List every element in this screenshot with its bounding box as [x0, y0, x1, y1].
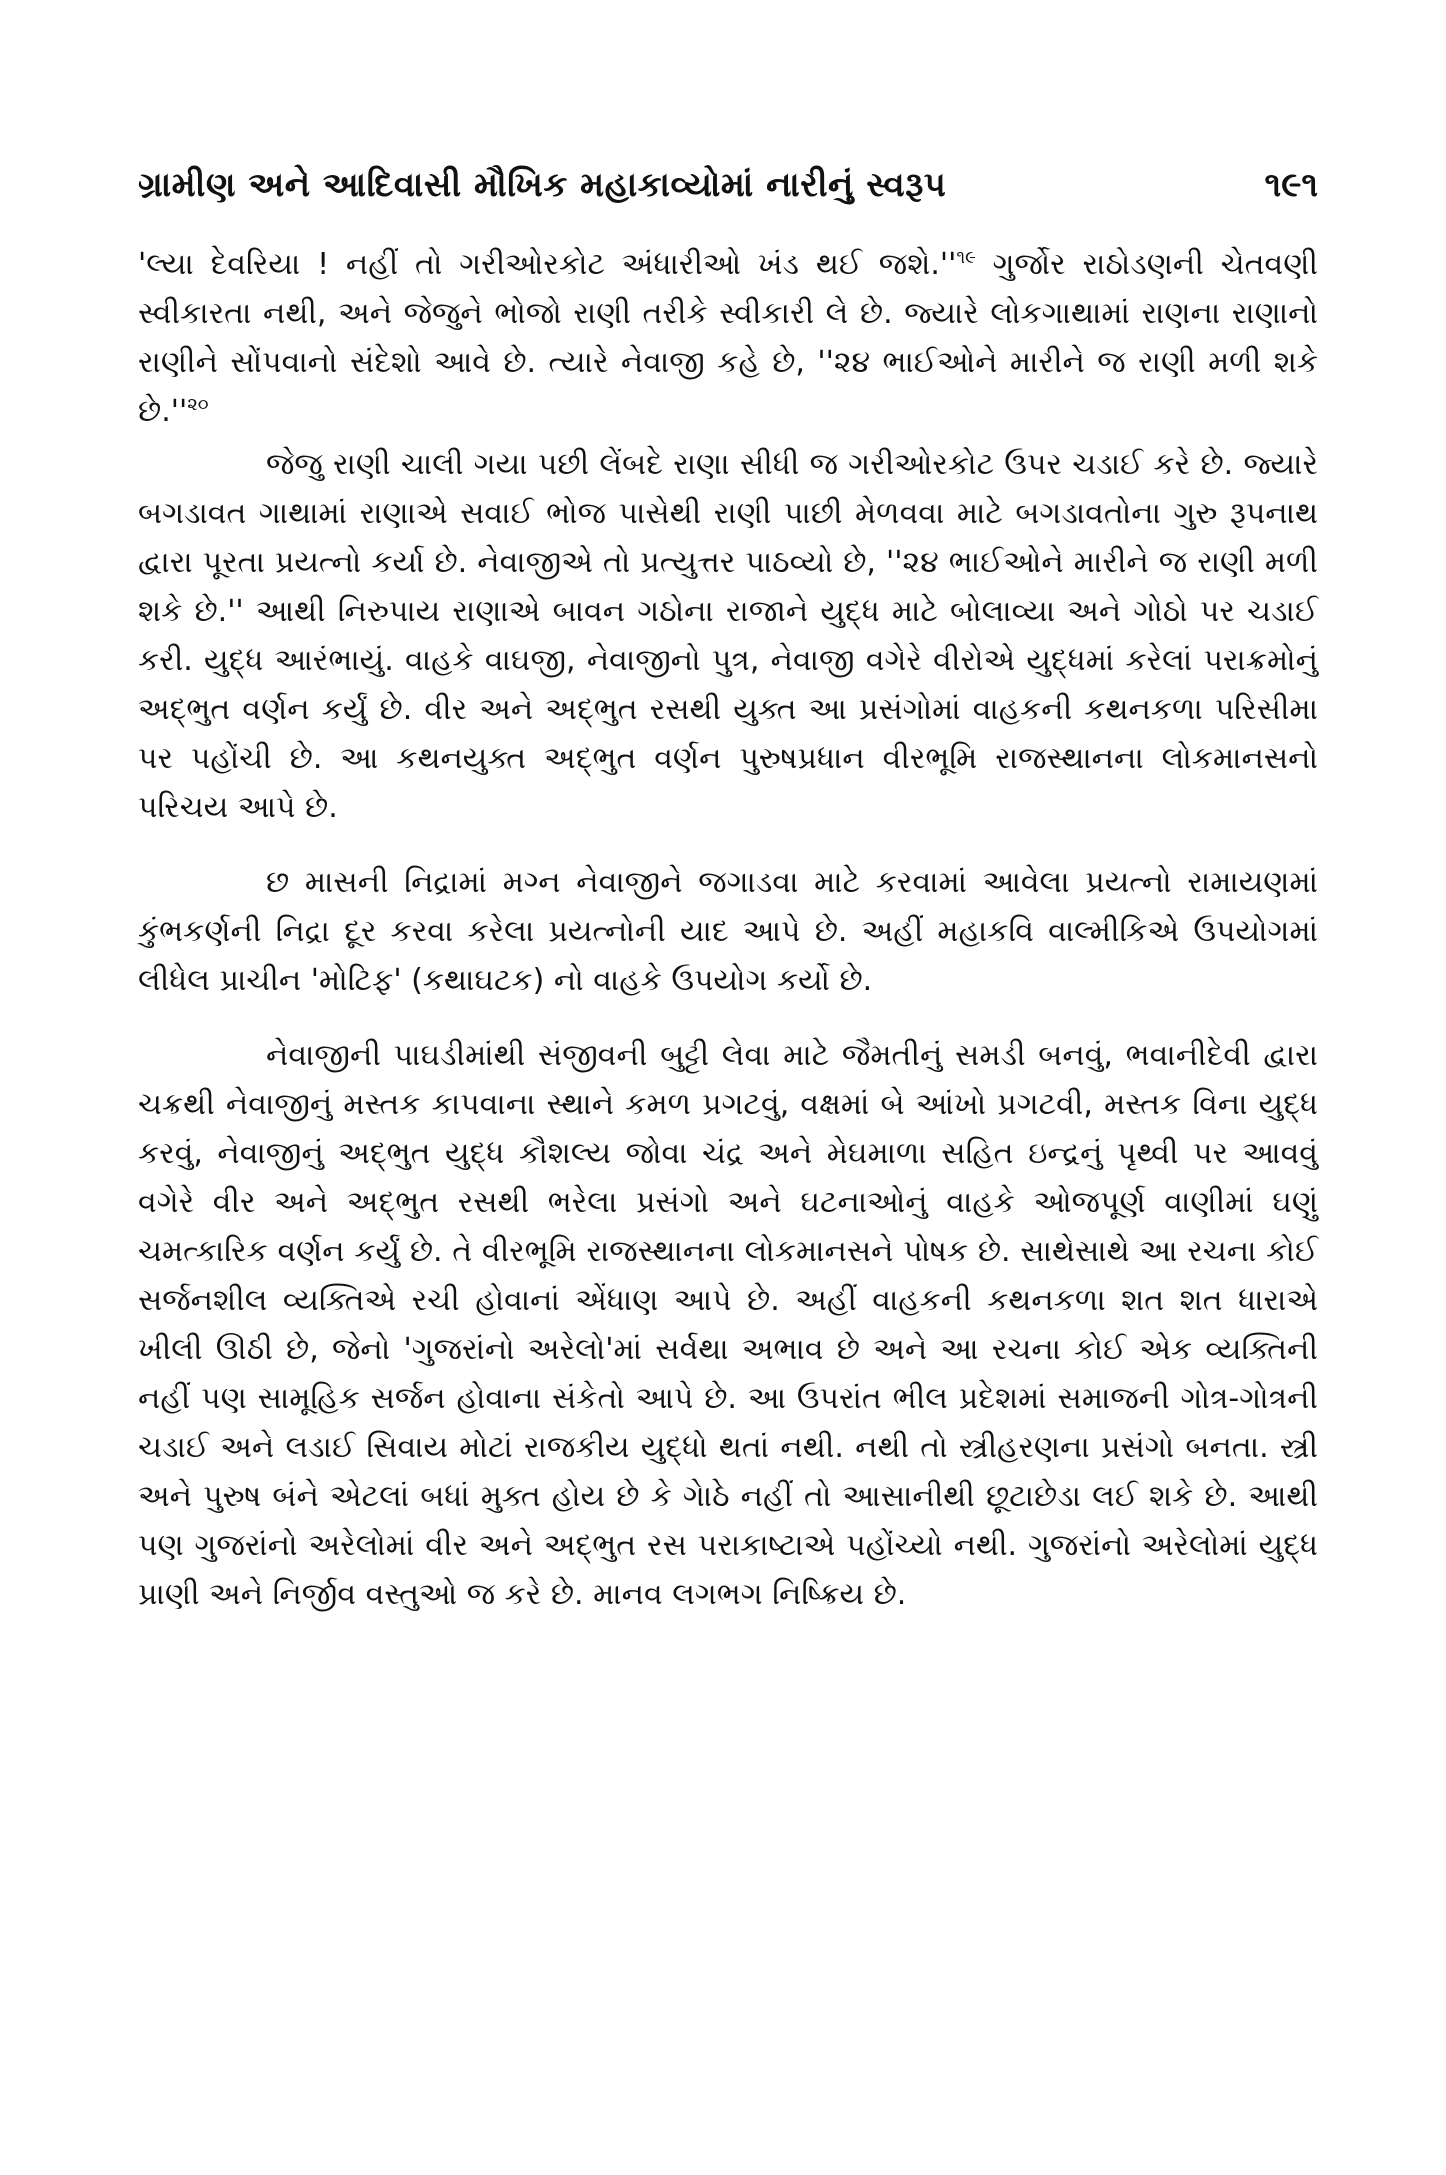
paragraph-text: જેજુ રાણી ચાલી ગયા પછી લેંબદે રાણા સીધી જ ગરીઓરકોટ ઉપર ચડાઈ કરે છે. જ્યારે બગડાવત ગાથામાં રાણાએ સવાઈ ભોજ પાસેથી રાણી પાછી મેળવવા માટે બગડાવતોના ગુરુ રૂપનાથ દ્વારા પૂરતા પ્રયત્નો કર્યા છે. નેવાજીએ તો પ્રત્યુત્તર પાઠવ્યો છે, ''૨૪ ભાઈઓને મારીને જ રાણી મળી શકે છે.'' આથી નિરુપાય રાણાએ બાવન ગઠોના રાજાને યુદ્ધ માટે બોલાવ્યા અને ગોઠો પર ચડાઈ કરી. યુદ્ધ આરંભાયું. વાહકે વાઘજી, નેવાજીનો પુત્ર, નેવાજી વગેરે વીરોએ યુદ્ધમાં કરેલાં પરાક્રમોનું અદ્ભુત વર્ણન કર્યું છે. વીર અને અદ્ભુત રસથી યુક્ત આ પ્રસંગોમાં વાહકની કથનકળા પરિસીમા પર પહોંચી છે. આ કથનયુક્ત અદ્ભુત વર્ણન પુરુષપ્રધાન વીરભૂમિ રાજસ્થાનના લોકમાનસનો પરિચય આપે છે. — [138, 447, 1318, 825]
paragraph-text: 'લ્યા દેવરિયા ! નહીં તો ગરીઓરકોટ અંધારીઓ ખંડ થઈ જશે.'' — [138, 247, 957, 282]
body-text — [138, 240, 1318, 1619]
page-header — [138, 150, 1318, 220]
paragraph-text: નેવાજીની પાઘડીમાંથી સંજીવની બુટ્ટી લેવા માટે જૈમતીનું સમડી બનવું, ભવાનીદેવી દ્વારા ચક્રથી નેવાજીનું મસ્તક કાપવાના સ્થાને કમળ પ્રગટવું, વક્ષમાં બે આંખો પ્રગટવી, મસ્તક વિના યુદ્ધ કરવું, નેવાજીનું અદ્ભુત યુદ્ધ કૌશલ્ય જોવા ચંદ્ર અને મેઘમાળા સહિત ઇન્દ્રનું પૃથ્વી પર આવવું વગેરે વીર અને અદ્ભુત રસથી ભરેલા પ્રસંગો અને ઘટનાઓનું વાહકે ઓજપૂર્ણ વાણીમાં ઘણું ચમત્કારિક વર્ણન કર્યું છે. તે વીરભૂમિ રાજસ્થાનના લોકમાનસને પોષક છે. સાથેસાથે આ રચના કોઈ સર્જનશીલ વ્યક્તિએ રચી હોવાનાં એંધાણ આપે છે. અહીં વાહકની કથનકળા શત શત ધારાએ ખીલી ઊઠી છે, જેનો 'ગુજરાંનો અરેલો'માં સર્વથા અભાવ છે અને આ રચના કોઈ એક વ્યક્તિની નહીં પણ સામૂહિક સર્જન હોવાના સંકેતો આપે છે. આ ઉપરાંત ભીલ પ્રદેશમાં સમાજની ગોત્ર-ગોત્રની ચડાઈ અને લડાઈ સિવાય મોટાં રાજકીય યુદ્ધો થતાં નથી. નથી તો સ્ત્રીહરણના પ્રસંગો બનતા. સ્ત્રી અને પુરુષ બંને એટલાં બધાં મુક્ત હોય છે કે ગેાઠે નહીં તો આસાનીથી છૂટાછેડા લઈ શકે છે. આથી પણ ગુજરાંનો અરેલોમાં વીર અને અદ્ભુત રસ પરાકાષ્ટાએ પહોંચ્યો નથી. ગુજરાંનો અરેલોમાં યુદ્ધ પ્રાણી અને નિર્જીવ વસ્તુઓ જ કરે છે. માનવ લગભગ નિષ્ક્રિય છે. — [138, 1038, 1318, 1612]
paragraph-text: છ માસની નિદ્રામાં મગ્ન નેવાજીને જગાડવા માટે કરવામાં આવેલા પ્રયત્નો રામાયણમાં કુંભકર્ણની નિદ્રા દૂર કરવા કરેલા પ્રયત્નોની યાદ આપે છે. અહીં મહાકવિ વાલ્મીકિએ ઉપયોગમાં લીધેલ પ્રાચીન 'મોટિફ' (કથાઘટક) નો વાહકે ઉપયોગ કર્યો છે. — [138, 865, 1318, 998]
paragraph — [138, 858, 1318, 1005]
paragraph — [138, 1031, 1318, 1619]
paragraph-text: ગુર્જોર રાઠોડણની ચેતવણી સ્વીકારતા નથી, અને જેજુને ભોજો રાણી તરીકે સ્વીકારી લે છે. જ્યારે લોકગાથામાં રાણના રાણાનો રાણીને સોંપવાનો સંદેશો આવે છે. ત્યારે નેવાજી કહે છે, ''૨૪ ભાઈઓને મારીને જ રાણી મળી શકે છે.'' — [138, 247, 1318, 429]
paragraph — [138, 240, 1318, 436]
footnote-marker: ૧૯ — [956, 247, 976, 268]
page-number: ૧૯૧ — [1264, 165, 1318, 205]
running-title: ગ્રામીણ અને આદિવાસી મૌખિક મહાકાવ્યોમાં નારીનું સ્વરૂપ — [138, 165, 947, 205]
footnote-marker: ૨૦ — [187, 394, 209, 415]
paragraph — [138, 440, 1318, 832]
